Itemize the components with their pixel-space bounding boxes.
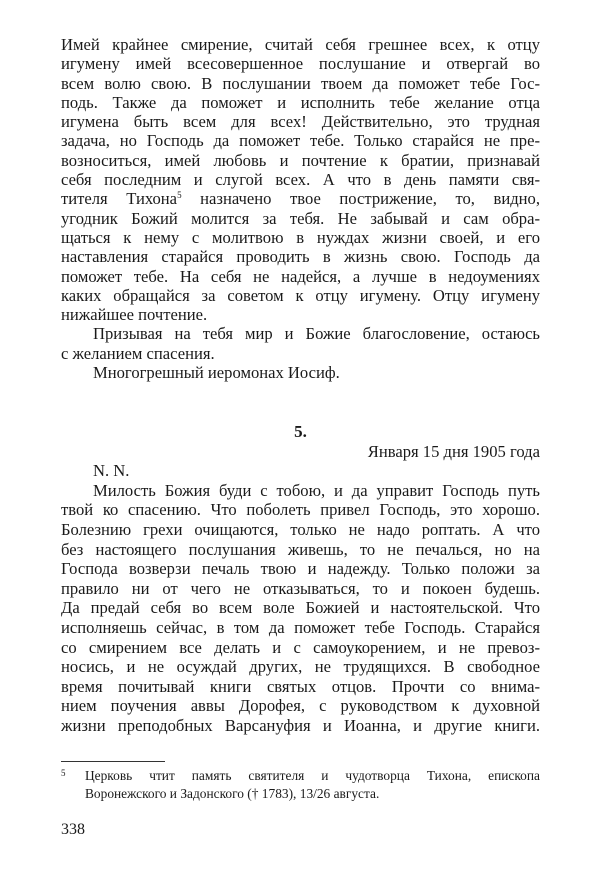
text-line: жизни преподобных Варсануфия и Иоанна, и другие книги. [61,715,540,735]
text-line: поможет тебе. На себя не надейся, а лучше в недоумениях [61,266,540,286]
text-line: задача, но Господь да поможет тебе. Только старайся не пре- [61,131,540,151]
footnote-marker: 5 [61,768,66,778]
text-line: нижайшее почтение. [61,305,208,325]
footnote-reference[interactable]: 5 [177,190,182,201]
text-fragment: назначено твое пострижение, то, видно, [200,189,540,209]
text-line: угодник Божий молится за тебя. Не забывай и сам обра- [61,208,540,228]
text-line: игумену имей всесовершенное послушание и отвергай во [61,54,540,74]
text-line: каких обращайся за советом к отцу игумену. Отцу игумену [61,285,540,305]
text-line: щаться к нему с молитвою в нуждах жизни своей, и его [61,227,540,247]
footnote-text: Церковь чтит память святителя и чудотворца Тихона, епископа [85,768,540,783]
text-line: твой ко спасению. Что поболеть привел Господь, это хорошо. [61,500,540,520]
text-line: игумена быть всем для всех! Действительно, это трудная [61,112,540,132]
footnote-line: Воронежского и Задонского († 1783), 13/26 августа. [85,786,380,801]
text-line: себя последним и слугой всех. А что в день памяти свя- [61,170,540,190]
letter-body [61,35,540,382]
text-line: без настоящего послушания живешь, то не печалься, но на [61,539,540,559]
footnote [61,767,540,803]
text-line: исполняешь сейчас, в том да поможет тебе Господь. Старайся [61,617,540,637]
text-line: с желанием спасения. [61,343,215,363]
text-line: правило ни от чего не отказываться, то и покоен будешь. [61,578,540,598]
text-line: Имей крайнее смирение, считай себя грешнее всех, к отцу [61,35,540,54]
text-line [61,189,540,208]
text-line: со смирением все делать и с самоукорением, и не превоз- [61,637,540,657]
footnote-divider [61,761,165,762]
text-fragment: тителя Тихона [61,189,178,209]
signature-line: Многогрешный иеромонах Иосиф. [93,363,340,383]
text-line: Милость Божия буди с тобою, и да управит Господь путь [93,480,540,500]
text-line: Да предай себя во всем воле Божией и настоятельской. Что [61,598,540,618]
letter-date: Января 15 дня 1905 года [367,441,540,461]
text-line: Призывая на тебя мир и Божие благословение, остаюсь [93,324,540,344]
letter-5 [61,422,540,736]
text-line: наставления старайся проводить в жизнь свою. Господь да [61,247,540,267]
text-line: возноситься, имей любовь и почтение к братии, признавай [61,150,540,170]
addressee: N. N. [93,461,130,481]
letter-number: 5. [294,422,307,441]
page-number: 338 [61,821,85,838]
text-line: подь. Также да поможет и исполнить тебе желание отца [61,92,540,112]
text-line: всем волю свою. В послушании твоем да поможет тебе Гос- [61,73,540,93]
text-line: Господа возверзи печаль твою и надежду. Только положи за [61,559,540,579]
text-line: носись, и не осуждай других, не трудящихся. В свободное [61,657,540,677]
footnote-line [61,767,540,785]
text-line: время почитывай книги святых отцов. Прочти со внима- [61,676,540,696]
text-line: нием поучения аввы Дорофея, с руководством к духовной [61,696,540,716]
text-line: Болезнию грехи очищаются, только не надо роптать. А что [61,519,540,539]
